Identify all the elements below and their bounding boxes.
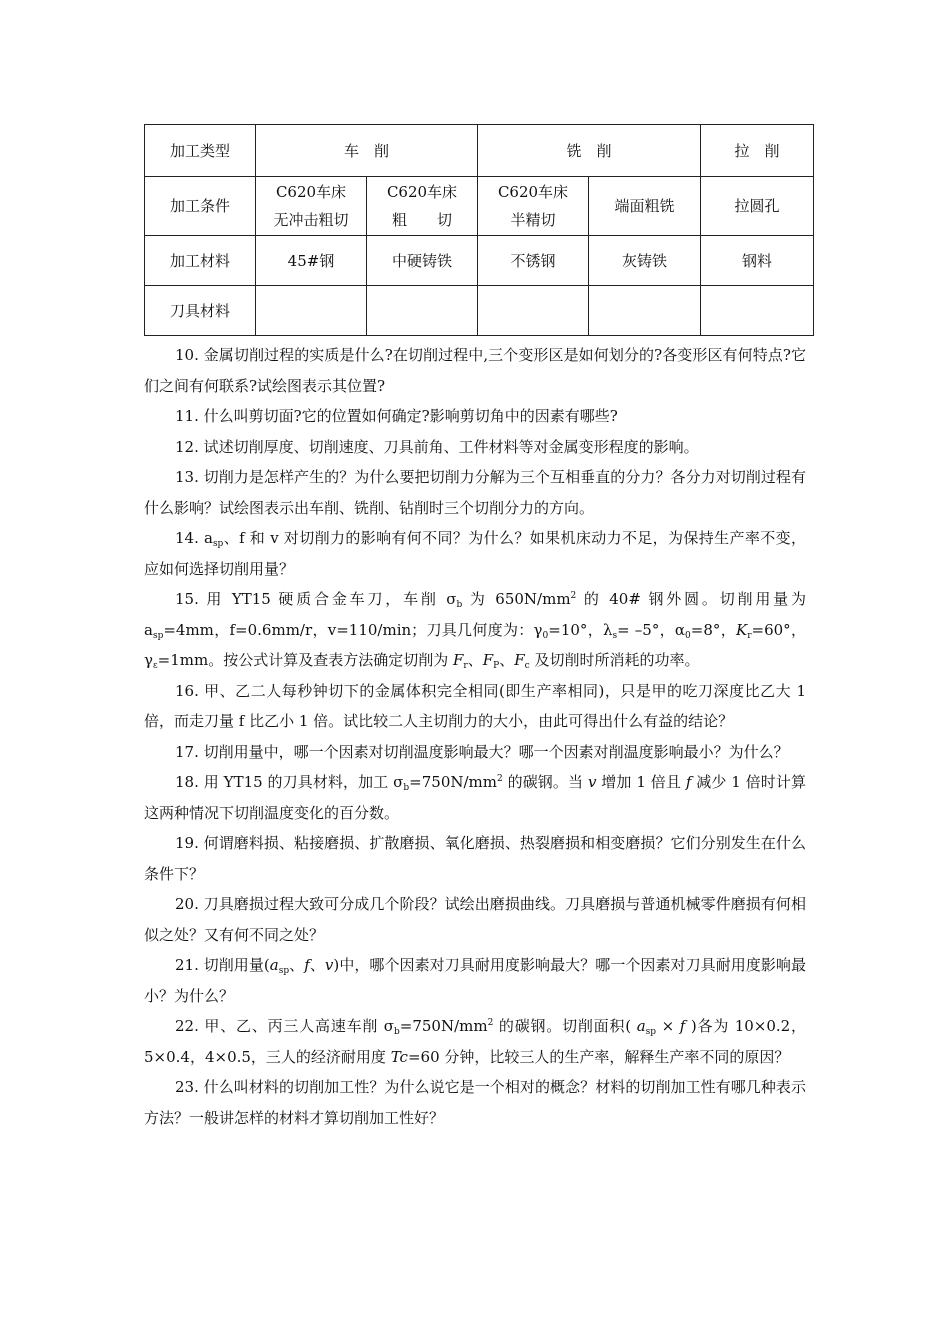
row-label-tool-material: 刀具材料 [145,286,256,336]
q15-sub: s [612,630,618,641]
q15-text: =4mm，f=0.6mm/r，v=110/min；刀具几何度为：γ [163,620,543,639]
q21-var: f [304,956,310,974]
table-row [145,177,814,236]
question-13: 13. 切削力是怎样产生的？为什么要把切削力分解为三个互相垂直的分力？各分力对切削过程有什么影响？试绘图表示出车削、铣削、钻削时三个切削分力的方向。 [144,468,806,517]
tool-material-cell[interactable] [367,286,478,336]
question-11: 11. 什么叫剪切面?它的位置如何确定?影响剪切角中的因素有哪些? [175,407,618,425]
q18-text: 的碳钢。当 [502,773,588,791]
question-14 [144,523,806,584]
material-cell: 灰铸铁 [589,236,701,286]
material-cell: 中硬铸铁 [367,236,478,286]
q21-text: )中，哪个因素对刀具耐用度影响最大？哪一个因素对刀具耐用度影响最小？为什么？ [144,956,806,1005]
question-list [144,340,813,1133]
question-16: 16. 甲、乙二人每秒钟切下的金属体积完全相同(即生产率相同)，只是甲的吃刀深度比乙大 1 倍，而走刀量 f 比乙小 1 倍。试比较二人主切削力的大小，由此可得出什么有益的结论？ [144,681,806,730]
q15-text: 、 [467,651,483,669]
question-20: 20. 刀具磨损过程大致可分成几个阶段？试绘出磨损曲线。刀具磨损与普通机械零件磨损有何相似之处？又有何不同之处？ [144,895,806,944]
tool-material-cell[interactable] [701,286,814,336]
condition-line: C620车床 [275,183,347,201]
q22-text: 的碳钢。切削面积( [493,1017,637,1035]
tool-material-cell[interactable] [589,286,701,336]
q15-sub: r [463,661,468,671]
q22-text: )各为 10×0.2，5×0.4，4×0.5，三人的经济耐用度 [144,1017,806,1066]
q22-text: × [656,1017,680,1035]
q15-sub: ε [152,661,158,671]
table-row [145,286,814,336]
q22-text: =750N/mm [399,1017,488,1035]
q18-var: v [587,773,597,791]
question-17: 17. 切削用量中，哪一个因素对切削温度影响最大？哪一个因素对削温度影响最小？为什么？ [175,742,789,761]
condition-line: 半精切 [510,211,556,229]
condition-cell [478,177,589,236]
q18-var: f [685,773,692,791]
q15-sup: 2 [570,591,577,601]
q15-text: =10°，λ [548,620,613,639]
q21-var: v [324,956,334,974]
q15-sub: r [747,630,752,641]
q15-text: 、 [499,651,515,669]
q15-sub: b [456,600,463,610]
q15-sub: P [493,661,500,671]
condition-cell [367,177,478,236]
row-label-condition: 加工条件 [145,177,256,236]
q15-text: =1mm。按公式计算及查表方法确定切削为 [157,651,453,669]
q15-text: 为 650N/mm [462,590,571,608]
material-cell: 不锈钢 [478,236,589,286]
q22-var: a [636,1017,646,1035]
q18-text: =750N/mm [409,773,497,791]
q15-sub: 0 [685,630,691,641]
q21-text: 21. 切削用量( [175,956,270,974]
q15-var: F [482,651,494,669]
material-cell: 45#钢 [256,236,367,286]
question-21 [144,950,806,1011]
q15-sub: c [524,661,530,671]
q15-text: =8°， [690,620,736,639]
row-label-material: 加工材料 [145,236,256,286]
q15-var: F [452,651,464,669]
table-row [145,236,814,286]
q18-text: 减少 1 倍时计算这两种情况下切削温度变化的百分数。 [144,773,806,822]
tool-material-cell[interactable] [256,286,367,336]
condition-line: C620车床 [386,183,458,201]
condition-cell [256,177,367,236]
page-content [144,124,813,1133]
q22-sup: 2 [487,1018,494,1028]
type-broaching: 拉 削 [701,125,814,177]
q15-text: 的 40# 钢外圆。切削用量为 a [144,590,806,639]
q22-var: f [679,1017,686,1035]
question-23: 23. 什么叫材料的切削加工性？为什么说它是一个相对的概念？材料的切削加工性有哪几种表示方法？一般讲怎样的材料才算切削加工性好？ [144,1078,806,1127]
question-12: 12. 试述切削厚度、切削速度、刀具前角、工件材料等对金属变形程度的影响。 [175,437,699,456]
machining-table [144,124,814,336]
q15-text: =60°，γ [144,620,806,669]
q21-sub: sp [278,966,290,976]
q22-text: =60 分钟，比较三人的生产率，解释生产率不同的原因？ [407,1047,790,1066]
question-22 [144,1011,806,1072]
condition-line: 粗 切 [392,211,453,229]
q18-text: 18. 用 YT15 的刀具材料，加工 σ [175,773,404,791]
q21-var: a [269,956,279,974]
material-cell: 钢料 [701,236,814,286]
q22-text: 22. 甲、乙、丙三人高速车削 σ [175,1017,394,1035]
condition-cell: 端面粗铣 [589,177,701,236]
q15-var: K [736,620,748,639]
question-10: 10. 金属切削过程的实质是什么?在切削过程中,三个变形区是如何划分的?各变形区有何特点?它们之间有何联系?试绘图表示其位置? [144,346,806,395]
row-label-type: 加工类型 [145,125,256,177]
q22-sub: sp [645,1027,657,1037]
q14-sub: sp [212,539,224,549]
q22-sub: b [394,1027,400,1037]
condition-cell: 拉圆孔 [701,177,814,236]
tool-material-cell[interactable] [478,286,589,336]
condition-line: 无冲击粗切 [273,211,349,229]
condition-line: C620车床 [497,183,569,201]
table-row [145,125,814,177]
q18-sup: 2 [497,774,503,784]
question-19: 19. 何谓磨料损、粘接磨损、扩散磨损、氧化磨损、热裂磨损和相变磨损？它们分别发生在什么条件下？ [144,834,806,883]
q21-text: 、 [309,956,325,974]
q15-var: F [514,651,525,669]
q15-sub: 0 [542,630,549,641]
q15-sub: sp [152,630,164,641]
q15-text: 15. 用 YT15 硬质合金车刀，车削 σ [175,590,457,608]
q15-text: = –5°，α [617,620,686,639]
type-milling: 铣 削 [478,125,701,177]
q15-text: 及切削时所消耗的功率。 [529,651,700,669]
q18-sub: b [403,783,410,793]
q14-text: 14. a [175,529,213,547]
question-15 [144,584,806,676]
q18-text: 增加 1 倍且 [596,773,686,791]
q21-text: 、 [289,956,305,974]
question-18 [144,767,806,828]
q22-var: Tc [390,1047,408,1066]
q14-text: 、f 和 v 对切削力的影响有何不同？为什么？如果机床动力不足，为保持生产率不变，应如何选择切削用量？ [144,529,806,578]
type-turning: 车 削 [256,125,478,177]
